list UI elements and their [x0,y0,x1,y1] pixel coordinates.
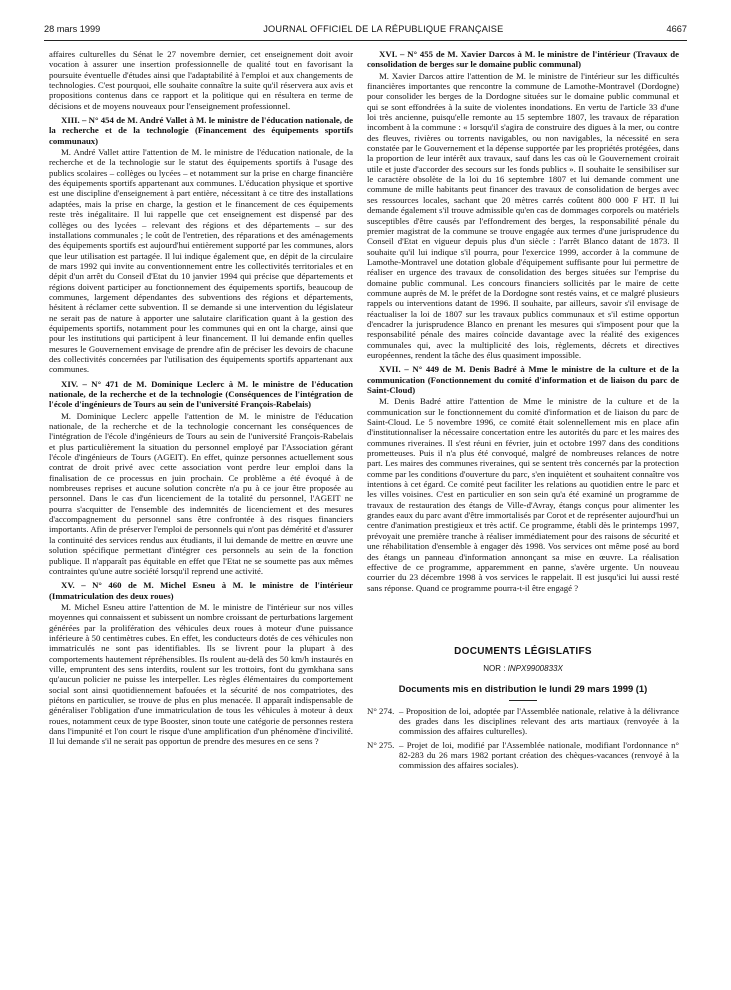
distribution-subtitle: Documents mis en distribution le lundi 29 mars 1999 (1) [398,682,648,694]
question-460-heading: XV. – N° 460 de M. Michel Esneu à M. le ministre de l'intérieur (Immatriculation des deux roues) [49,580,353,601]
question-471-heading: XIV. – N° 471 de M. Dominique Leclerc à M. le ministre de l'éducation nationale, de la recherche et de la technologie (Conséquences de l'intégration de l'école d'ingénieurs de Tours au sein de l'université François-Rabelais) [49,378,353,410]
list-item [367,706,679,737]
question-471-body: M. Dominique Leclerc appelle l'attention de M. le ministre de l'éducation nationale, de la recherche et de la technologie concernant les conséquences de l'intégration de l'école d'ingénieurs de Tours au sein de l'université François-Rabelais et plus particulièrement la situation du personnel employé par l'Association gérant l'école d'ingénieurs de Tours (AGEIT). En effet, quinze personnes actuellement sous contrat de droit privé avec cette association vont perdre leur emploi dans la finalisation de ce processus en juin prochain. Ce problème a été évoqué à de nombreuses reprises et aucune solution concrète n'a pu à ce jour être proposée au personnel. Dans le cas d'un licenciement de la totalité du personnel, l'AGEIT ne pourra s'acquitter de l'ensemble des indemnités de licenciement et des mesures d'accompagnement du personnel sans être confrontée à des risques financiers importants. Afin de préserver l'emploi de personnels qui n'ont pas démérité et d'assurer la continuité des services rendus aux étudiants, il lui demande de mettre en œuvre une solution spécifique permettant d'intégrer ces personnels au sein de la fonction publique. Il n'apparaît pas équitable en effet que l'Etat ne se soumette pas aux mêmes contraintes qu'une autre société lorsqu'il reprend une activité. [49,410,353,576]
right-column [367,49,679,771]
question-449-heading: XVII. – N° 449 de M. Denis Badré à Mme le ministre de la culture et de la communication (Fonctionnement du comité d'information et de liaison du parc de Saint-Cloud) [367,364,679,395]
subtitle-rule [509,700,537,701]
header-date: 28 mars 1999 [44,24,101,34]
nor-label: NOR : [483,664,506,674]
page-header [44,24,687,40]
question-455-heading: XVI. – N° 455 de M. Xavier Darcos à M. le ministre de l'intérieur (Travaux de consolidation de berges sur le domaine public communal) [367,49,679,70]
question-449-body: M. Denis Badré attire l'attention de Mme le ministre de la culture et de la communication sur le fonctionnement du comité d'information et de liaison du parc de Saint-Cloud. Le 5 novembre 1996, ce comité était solennellement mis en place afin d'institutionnaliser la nécessaire concertation entre les autorités du parc et les maires des communes riveraines. Il s'est réuni en février, juin et octobre 1997 dans des conditions prometteuses. Puis il n'a plus été convoqué, malgré de nombreuses relances de notre part. Les maires des communes riveraines, qui se sentent très concernés par la protection comme par les conditions d'ouverture du parc, s'en inquiètent et souhaitent connaître vos intentions à cet égard. Ce comité peut faciliter les relations au quotidien entre le parc et les villes voisines. C'est en particulier en son sein qu'a été examiné un programme de travaux de restauration des étangs de Ville-d'Avray, étangs conçus pour alimenter les grandes eaux du parc avant d'être immortalisés par Corot et de représenter aujourd'hui un centre d'animation prestigieux et très actif. Ce programme, établi dès le printemps 1997, prévoyait une première tranche à réaliser immédiatement pour des raisons de sécurité et une réhabilitation d'ensemble à engager dès 1998. Vos services ont même posé au bord des étangs un panneau d'information annonçant sa mise en œuvre. La réalisation effective de ce programme, apparemment en panne, s'avère urgente. Un nouveau courrier du 23 décembre 1998 à vos services le rappelait. Il est jusqu'ici lui aussi resté sans réponse. Quand ce programme pourra-t-il être engagé ? [367,396,679,593]
item-number: N° 274. [367,705,395,716]
nor-code: INPX9900833X [507,664,563,674]
journal-title: JOURNAL OFFICIEL DE LA RÉPUBLIQUE FRANÇAISE [263,24,504,34]
documents-legislatifs-title: DOCUMENTS LÉGISLATIFS [454,645,592,657]
question-460-body: M. Michel Esneu attire l'attention de M. le ministre de l'intérieur sur nos villes moyennes qui connaissent et subissent un nombre croissant de perturbations largement générées par la prolifération des véhicules deux roues à moteur d'une puissance inférieure à 50 centimètres cubes. En effet, les conducteurs dotés de ces véhicules non immatriculés ne sont pas identifiables. Ils se livrent pour la plupart à des comportements hautement répréhensibles. Ils roulent au-delà des 50 km/h instaurés en ville, empruntent des sens interdits, roulent sur les trottoirs, font du gymkhana sans qu'aucun policier ne puisse les interpeller. Les règles élémentaires du comportement social sont ainsi quotidiennement bafouées et la sécurité de nos compatriotes, des piétons en particulier, se trouve de plus en plus menacée. Il apparaît indispensable de généraliser l'obligation d'une immatriculation de tous les véhicules à moteur à deux roues, notamment ceux de type Booster, sinon toute une catégorie de personnes restera dans l'impunité et l'on court le risque d'une amplification d'un phénomène d'incivilité. Il lui demande s'il ne serait pas opportun de prendre des mesures en ce sens ? [49,601,353,747]
item-text: – Proposition de loi, adoptée par l'Assemblée nationale, relative à la délivrance des grades dans les disciplines relevant des arts martiaux (renvoyée à la commission des affaires culturelles). [399,705,679,737]
intro-paragraph: affaires culturelles du Sénat le 27 novembre dernier, cet enseignement doit avoir vocation à assurer une insertion professionnelle de qualité tout en favorisant la poursuite éventuelle d'études ainsi que l'adaptabilité à l'emploi et aux changements de technologies. C'est pourquoi, elle souhaite connaître la suite qu'il réservera aux avis et propositions contenus dans ce rapport et la politique qui en résultera en terme de décisions et de moyens nouveaux pour l'enseignement professionnel. [49,49,353,111]
page-number: 4667 [666,24,687,34]
item-number: N° 275. [367,739,395,750]
nor-reference [367,664,679,674]
left-column [49,49,353,747]
item-text: – Projet de loi, modifié par l'Assemblée nationale, modifiant l'ordonnance n° 82-283 du 26 mars 1982 portant création des chèques-vacances (renvoyé à la commission des affaires sociales). [399,739,679,771]
list-item [367,740,679,771]
question-454-heading: XIII. – N° 454 de M. André Vallet à M. le ministre de l'éducation nationale, de la recherche et de la technologie (Financement des équipements sportifs communaux) [49,115,353,146]
question-455-body: M. Xavier Darcos attire l'attention de M. le ministre de l'intérieur sur les difficultés financières importantes que rencontre la commune de Lamothe-Montravel (Dordogne) pour consolider les berges de la Dordogne situées sur le domaine public communal et qui se sont effondrées à la suite de violentes inondations. En vertu de l'article 33 d'une loi très ancienne, puisqu'elle remonte au 15 septembre 1807, les travaux de réparation incombent à la commune : « lorsqu'il s'agira de construire des digues à la mer, ou contre des fleuves, rivières ou torrents navigables, ou non navigables, la nécessité en sera constatée par le Gouvernement et la dépense supportée par les propriétés protégées, dans la proportion de leur intérêt aux travaux, sauf dans les cas où le Gouvernement croirait utile et juste d'accorder des secours sur les fonds publics ». Il souhaite le sensibiliser sur le caractère obsolète de la loi du 16 septembre 1807 et lui demande comment une commune de mille habitants peut financer des travaux de consolidation de berges avec ses ressources locales, sachant que 20 mètres carrés coûtent 800 000 F HT. Il lui demande également s'il trouve admissible qu'en cas de dommages corporels ou matériels susceptibles d'être causés par l'effondrement des berges, la responsabilité pénale du premier magistrat de la commune se trouve engagée aux termes d'une jurisprudence du Conseil d'Etat en vigueur depuis plus d'un siècle : l'arrêt Blanco datant de 1873. Il souhaite qu'il lui indique s'il pourra, pour l'exercice 1999, accorder à la commune de Lamothe-Montravel une dotation globale d'équipement suffisante pour lui permettre de réaliser en urgence des travaux de consolidation des berges situées sur l'emprise du domaine public communal. Les concours financiers sollicités par le maire de cette commune auprès de M. le préfet de la Dordogne sont restés vains, et ce malgré plusieurs rappels ou interventions datant de 1996. Il souhaite, par ailleurs, savoir s'il envisage de réactualiser la loi de 1807 sur les travaux publics communaux et s'il estime opportun d'encadrer la jurisprudence Blanco en prenant les mesures qui s'imposent pour que la responsabilité pénale des maires coïncide davantage avec la réalité des exigences communales qui, avec la multiplicité des lois, règlements, décrets et directives européennes, rendent la tâche des élus quasiment impossible. [367,70,679,360]
question-454-body: M. André Vallet attire l'attention de M. le ministre de l'éducation nationale, de la recherche et de la technologie sur le statut des équipements sportifs à l'usage des publics scolaires – collèges ou lycées – et notamment sur la prise en charge financière des équipements sportifs appartenant aux communes. L'éducation physique et sportive est une discipline d'enseignement à part entière, nécessitant à ce titre des installations adaptées, mais la prise en charge, la gestion et le financement de ces équipements reste très inégalitaire. Il lui rappelle que cet enseignement est dispensé par des collèges ou des lycées – relevant des régions et des départements – sur des installations communales ; le coût de l'entretien, des réparations et des aménagements des équipements sportifs est aujourd'hui entièrement supporté par les communes, alors que leur utilisation est partagée. Il lui indique également que, en dépit de la circulaire de mars 1992 qui invite au conventionnement entre les collectivités territoriales et en dépit d'un arrêt du Conseil d'Etat du 10 janvier 1994 qui précise que départements et régions doivent participer au fonctionnement des équipements sportifs, beaucoup de communes, largement dépendantes des subventions des régions et départements, hésitent à réclamer cette subvention. Il se demande si une intervention du législateur ne serait pas de nature à apporter une salutaire clarification quant à la gestion des équipements sportifs, notamment pour les communes qui en ont la charge, ainsi que pour les institutions qui participent à leur financement. Il lui demande enfin quelles mesures le Gouvernement envisage de prendre afin de préciser les devoirs de chacune des collectivités concernées par l'utilisation des équipements sportifs appartenant aux communes. [49,147,353,375]
header-rule [44,40,687,41]
